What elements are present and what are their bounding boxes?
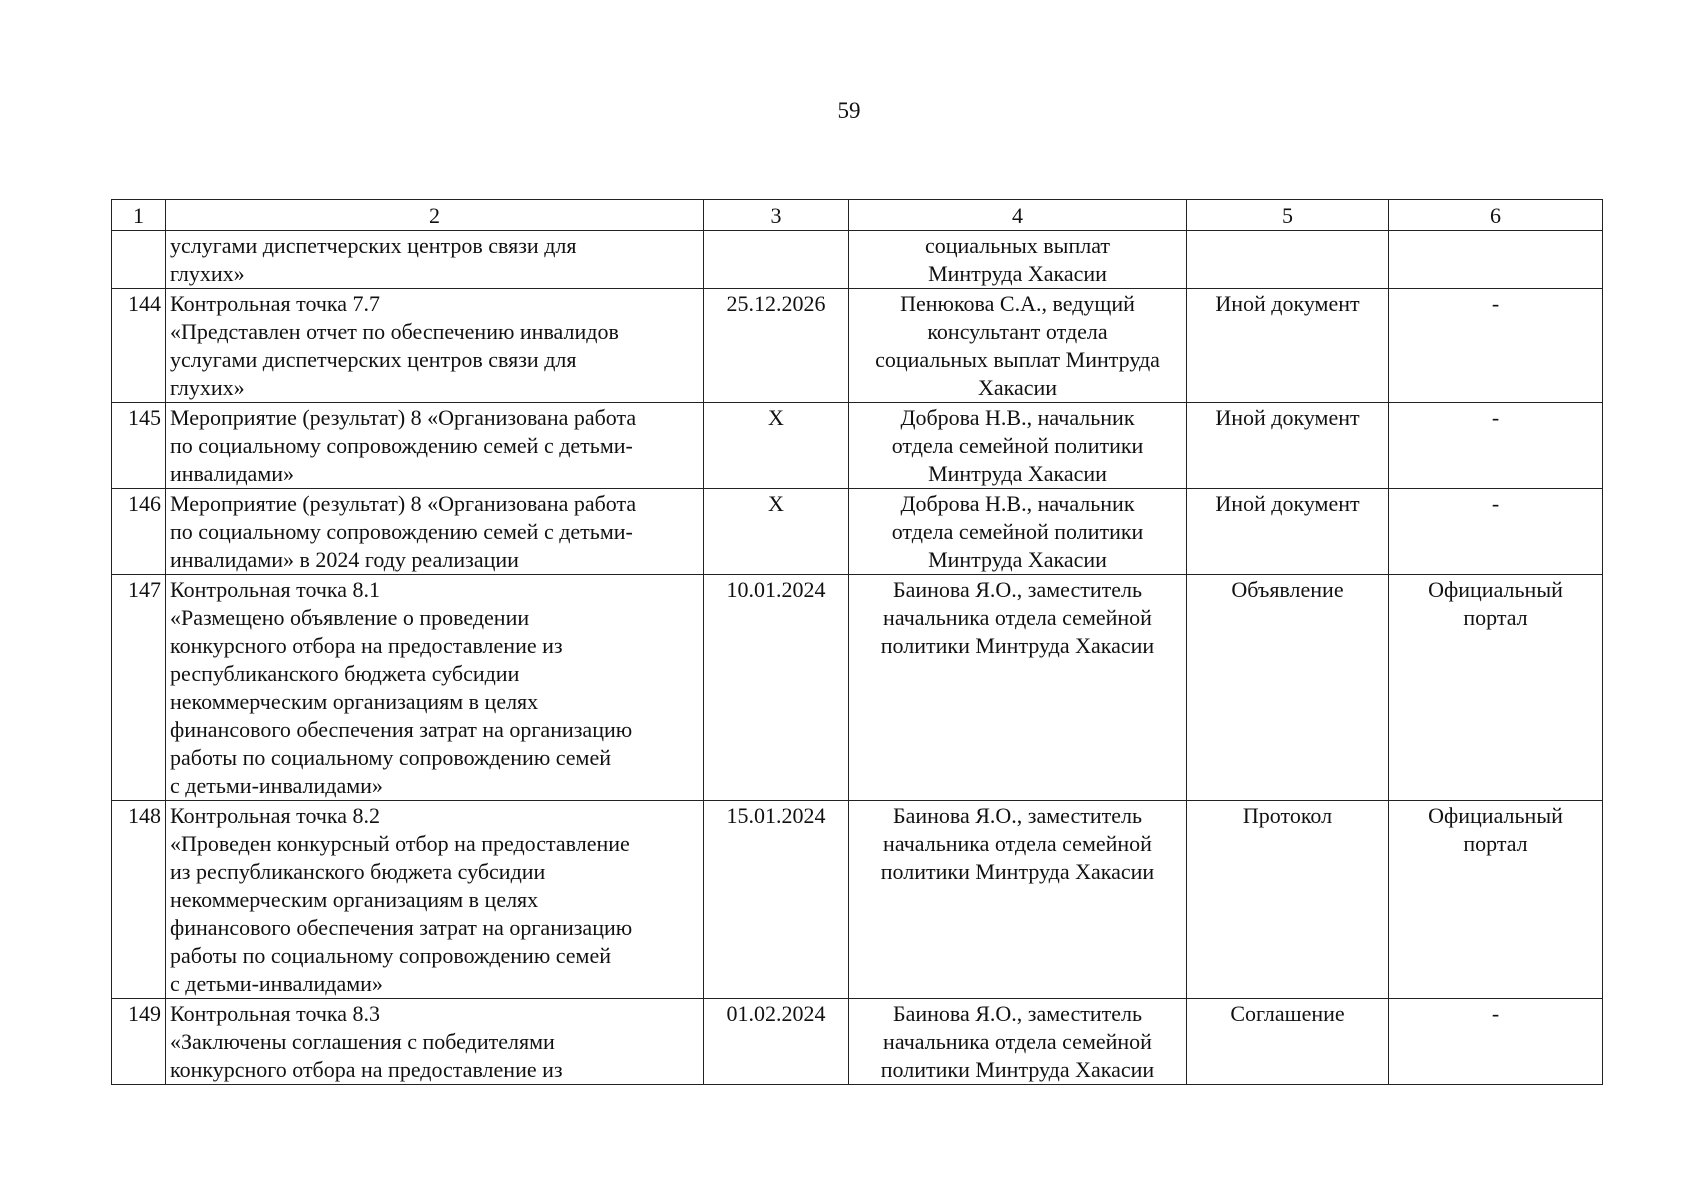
table-row: [112, 231, 1603, 289]
deadline-date: 01.02.2024: [704, 999, 849, 1085]
activity-name-line: Мероприятие (результат) 8 «Организована работа: [170, 491, 637, 516]
responsible-person-line: социальных выплат: [924, 233, 1111, 258]
column-header-2: 2: [166, 200, 704, 231]
activity-name: [166, 999, 704, 1085]
document-type: [1187, 231, 1389, 289]
activity-name-line: финансового обеспечения затрат на организацию: [170, 915, 633, 940]
row-number: 146: [112, 489, 166, 575]
activity-name: [166, 231, 704, 289]
row-number: [112, 231, 166, 289]
activity-name-line: глухих»: [170, 261, 245, 286]
responsible-person-line: отдела семейной политики: [891, 519, 1144, 544]
document-type: Иной документ: [1187, 289, 1389, 403]
document-type: Соглашение: [1187, 999, 1389, 1085]
activity-name-line: «Размещено объявление о проведении: [170, 605, 530, 630]
deadline-date: X: [704, 403, 849, 489]
activity-name-line: с детьми-инвалидами»: [170, 773, 383, 798]
responsible-person: [849, 403, 1187, 489]
row-number: 149: [112, 999, 166, 1085]
activity-name-line: Контрольная точка 8.1: [170, 577, 381, 602]
document-type: Иной документ: [1187, 403, 1389, 489]
responsible-person-line: Минтруда Хакасии: [928, 461, 1107, 486]
responsible-person: [849, 289, 1187, 403]
responsible-person: [849, 231, 1187, 289]
activity-name-line: глухих»: [170, 375, 245, 400]
column-header-1: 1: [112, 200, 166, 231]
responsible-person-line: социальных выплат Минтруда: [875, 347, 1160, 372]
responsible-person-line: Баинова Я.О., заместитель: [892, 1001, 1143, 1026]
activity-name-line: конкурсного отбора на предоставление из: [170, 633, 563, 658]
responsible-person-line: Доброва Н.В., начальник: [900, 405, 1135, 430]
information-system: -: [1389, 403, 1603, 489]
information-system: -: [1389, 999, 1603, 1085]
column-header-5: 5: [1187, 200, 1389, 231]
column-header-3: 3: [704, 200, 849, 231]
row-number: 147: [112, 575, 166, 801]
deadline-date: 10.01.2024: [704, 575, 849, 801]
responsible-person-line: начальника отдела семейной: [883, 605, 1152, 630]
activity-name-line: некоммерческим организациям в целях: [170, 887, 539, 912]
table-row: [112, 999, 1603, 1085]
row-number: 148: [112, 801, 166, 999]
document-type: Объявление: [1187, 575, 1389, 801]
responsible-person-line: Доброва Н.В., начальник: [900, 491, 1135, 516]
activity-name-line: Мероприятие (результат) 8 «Организована работа: [170, 405, 637, 430]
activity-name-line: работы по социальному сопровождению семей: [170, 943, 612, 968]
responsible-person-line: политики Минтруда Хакасии: [880, 859, 1155, 884]
activity-name-line: Контрольная точка 8.3: [170, 1001, 381, 1026]
activity-name-line: «Проведен конкурсный отбор на предоставление: [170, 831, 630, 856]
information-system: Официальный портал: [1389, 801, 1603, 999]
activity-name-line: «Представлен отчет по обеспечению инвалидов: [170, 319, 619, 344]
table-row: [112, 801, 1603, 999]
responsible-person: [849, 575, 1187, 801]
responsible-person-line: политики Минтруда Хакасии: [880, 1057, 1155, 1082]
activity-name-line: по социальному сопровождению семей с детьми-: [170, 433, 633, 458]
responsible-person-line: Минтруда Хакасии: [928, 547, 1107, 572]
responsible-person-line: Баинова Я.О., заместитель: [892, 803, 1143, 828]
activity-name-line: некоммерческим организациям в целях: [170, 689, 539, 714]
responsible-person: [849, 999, 1187, 1085]
column-header-6: 6: [1389, 200, 1603, 231]
responsible-person-line: политики Минтруда Хакасии: [880, 633, 1155, 658]
activity-name-line: инвалидами» в 2024 году реализации: [170, 547, 519, 572]
row-number: 145: [112, 403, 166, 489]
information-system: -: [1389, 289, 1603, 403]
responsible-person: [849, 489, 1187, 575]
activity-name-line: по социальному сопровождению семей с детьми-: [170, 519, 633, 544]
activity-name-line: услугами диспетчерских центров связи для: [170, 233, 577, 258]
responsible-person-line: Пенюкова С.А., ведущий: [900, 291, 1135, 316]
activity-name-line: республиканского бюджета субсидии: [170, 661, 520, 686]
activity-name-line: с детьми-инвалидами»: [170, 971, 383, 996]
activity-name-line: услугами диспетчерских центров связи для: [170, 347, 577, 372]
responsible-person-line: начальника отдела семейной: [883, 831, 1152, 856]
header-row: [112, 200, 1603, 231]
activity-name: [166, 489, 704, 575]
activity-name-line: Контрольная точка 8.2: [170, 803, 381, 828]
information-system: Официальный портал: [1389, 575, 1603, 801]
responsible-person-line: Баинова Я.О., заместитель: [892, 577, 1143, 602]
activity-name: [166, 575, 704, 801]
document-type: Иной документ: [1187, 489, 1389, 575]
responsible-person: [849, 801, 1187, 999]
schedule-table: [111, 199, 1603, 1085]
activity-name: [166, 801, 704, 999]
information-system: -: [1389, 489, 1603, 575]
responsible-person-line: отдела семейной политики: [891, 433, 1144, 458]
deadline-date: X: [704, 489, 849, 575]
responsible-person-line: Минтруда Хакасии: [928, 261, 1107, 286]
deadline-date: 15.01.2024: [704, 801, 849, 999]
row-number: 144: [112, 289, 166, 403]
table-row: [112, 489, 1603, 575]
page-number: 59: [837, 98, 861, 123]
activity-name-line: «Заключены соглашения с победителями: [170, 1029, 555, 1054]
table-row: [112, 575, 1603, 801]
activity-name-line: Контрольная точка 7.7: [170, 291, 381, 316]
table-row: [112, 403, 1603, 489]
activity-name-line: финансового обеспечения затрат на организацию: [170, 717, 633, 742]
information-system: [1389, 231, 1603, 289]
table-row: [112, 289, 1603, 403]
activity-name-line: работы по социальному сопровождению семей: [170, 745, 612, 770]
activity-name: [166, 289, 704, 403]
activity-name-line: из республиканского бюджета субсидии: [170, 859, 546, 884]
document-type: Протокол: [1187, 801, 1389, 999]
responsible-person-line: Хакасии: [977, 375, 1058, 400]
deadline-date: 25.12.2026: [704, 289, 849, 403]
activity-name-line: инвалидами»: [170, 461, 295, 486]
responsible-person-line: начальника отдела семейной: [883, 1029, 1152, 1054]
activity-name: [166, 403, 704, 489]
responsible-person-line: консультант отдела: [927, 319, 1108, 344]
column-header-4: 4: [849, 200, 1187, 231]
activity-name-line: конкурсного отбора на предоставление из: [170, 1057, 563, 1082]
deadline-date: [704, 231, 849, 289]
